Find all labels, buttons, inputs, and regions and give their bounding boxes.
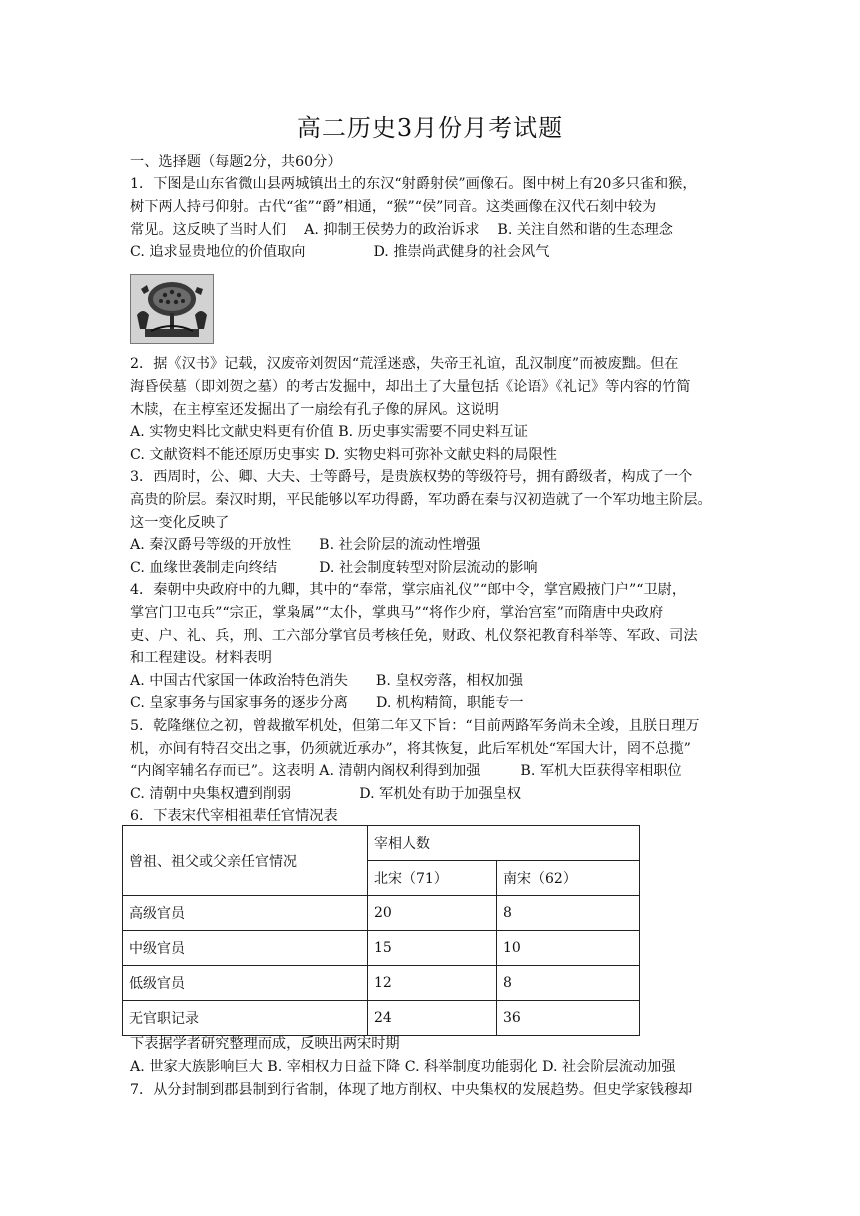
stone-relief-image [130,274,214,344]
question-1-option-a: A. 抑制王侯势力的政治诉求 [304,222,480,238]
question-5-options-cd [130,783,521,805]
question-2-line-1: 2．据《汉书》记载，汉废帝刘贺因“荒淫迷惑，失帝王礼谊，乱汉制度”而被废黜。但在 [130,356,679,372]
question-1-line-1: 1．下图是山东省微山县两城镇出土的东汉“射爵射侯”画像石。图中树上有20多只雀和猴， [130,176,697,192]
question-5-line-3 [130,760,682,782]
question-4-line-2: 掌宫门卫屯兵”“宗正，掌枭属”“太仆，掌典马”“将作少府，掌治宫室”而隋唐中央政府 [130,605,664,621]
table-row [123,896,640,931]
question-5-line-2: 机，亦间有特召交出之事，仍须就近承办”，将其恢复，此后军机处“军国大计，罔不总揽” [130,741,691,757]
table-row [123,1001,640,1036]
question-4-options-ab [130,670,523,692]
question-2-options-cd: C. 文献资料不能还原历史事实 D. 实物史料可弥补文献史料的局限性 [130,447,557,463]
question-1-option-b: B. 关注自然和谐的生态理念 [497,222,673,238]
question-1-stem-end: 常见。这反映了当时人们 [130,222,287,238]
question-4-line-4: 和工程建设。材料表明 [130,650,272,666]
question-5-option-d: D. 军机处有助于加强皇权 [359,786,522,802]
table-col-north-song: 北宋（71） [368,861,497,896]
table-column-header: 宰相人数 [368,826,640,861]
question-7-line-1: 7．从分封制到郡县制到行省制，体现了地方削权、中央集权的发展趋势。但史学家钱穆却 [130,1082,693,1098]
question-3-line-3: 这一变化反映了 [130,515,230,531]
table-cell-north: 20 [368,896,497,931]
question-4-line-1: 4．秦朝中央政府中的九卿，其中的“奉常，掌宗庙礼仪”“郎中令，掌宫殿掖门户”“卫尉， [130,582,687,598]
table-row [123,966,640,1001]
question-5-option-b: B. 军机大臣获得宰相职位 [520,763,682,779]
page-title: 高二历史3月份月考试题 [296,114,564,142]
question-6-options: A. 世家大族影响巨大 B. 宰相权力日益下降 C. 科举制度功能弱化 D. 社会阶层流动加强 [130,1059,676,1075]
table-header-row [123,826,640,861]
table-cell-south: 10 [497,931,640,966]
question-3-line-1: 3．西周时，公、卿、大夫、士等爵号，是贵族权势的等级符号，拥有爵级者，构成了一个 [130,469,693,485]
table-cell-north: 15 [368,931,497,966]
question-4-option-d: D. 机构精简，职能专一 [376,695,524,711]
section-heading: 一、选择题（每题2分，共60分） [130,154,342,170]
question-5-line-1: 5．乾隆继位之初，曾裁撤军机处，但第二年又下旨：“目前两路军务尚未全竣，且朕日理万 [130,718,700,734]
question-1-option-c: C. 追求显贵地位的价值取向 [130,244,306,260]
question-3-options-cd [130,557,538,579]
question-4-option-c: C. 皇家事务与国家事务的逐步分离 [130,695,348,711]
table-cell-label: 无官职记录 [123,1001,368,1036]
question-4-options-cd [130,692,524,714]
question-4-option-b: B. 皇权旁落，相权加强 [375,673,524,689]
question-6-line-1: 6．下表宋代宰相祖辈任官情况表 [130,808,338,824]
table-cell-south: 8 [497,966,640,1001]
table-cell-label: 中级官员 [123,931,368,966]
table-cell-label: 高级官员 [123,896,368,931]
table-cell-label: 低级官员 [123,966,368,1001]
table-row-header: 曾祖、祖父或父亲任官情况 [123,826,368,896]
question-3-options-ab [130,534,480,556]
table-cell-south: 36 [497,1001,640,1036]
question-3-option-a: A. 秦汉爵号等级的开放性 [130,537,292,553]
question-3-option-b: B. 社会阶层的流动性增强 [319,537,481,553]
question-4-option-a: A. 中国古代家国一体政治特色消失 [130,673,348,689]
chancellor-ancestry-table [122,825,640,1036]
question-3-line-2: 高贵的阶层。秦汉时期，平民能够以军功得爵，军功爵在秦与汉初造就了一个军功地主阶层。 [130,492,712,508]
table-row [123,931,640,966]
question-5-option-c: C. 清朝中央集权遭到削弱 [130,786,292,802]
question-2-line-3: 木牍，在主椁室还发掘出了一扇绘有孔子像的屏风。这说明 [130,402,499,418]
question-2-line-2: 海昏侯墓（即刘贺之墓）的考古发掘中，却出土了大量包括《论语》《礼记》等内容的竹简 [130,379,691,395]
question-1-line-2: 树下两人持弓仰射。古代“雀”“爵”相通，“猴”“侯”同音。这类画像在汉代石刻中较为 [130,199,657,215]
table-cell-north: 12 [368,966,497,1001]
question-3-option-d: D. 社会制度转型对阶层流动的影响 [319,560,538,576]
question-3-option-c: C. 血缘世袭制走向终结 [130,560,278,576]
question-1-line-3 [130,219,673,241]
table-cell-north: 24 [368,1001,497,1036]
table-col-south-song: 南宋（62） [497,861,640,896]
table-cell-south: 8 [497,896,640,931]
question-2-options-ab: A. 实物史料比文献史料更有价值 B. 历史事实需要不同史料互证 [130,424,528,440]
question-1-option-d: D. 推崇尚武健身的社会风气 [373,244,550,260]
question-5-stem-option-a: “内阁宰辅名存而已”。这表明 A. 清朝内阁权利得到加强 [130,763,481,779]
question-1-line-4 [130,241,549,263]
question-4-line-3: 吏、户、礼、兵，刑、工六部分掌官员考核任免，财政、札仪祭祀教育科举等、军政、司法 [130,628,698,644]
question-6-after-table: 下表据学者研究整理而成，反映出两宋时期 [130,1036,400,1052]
